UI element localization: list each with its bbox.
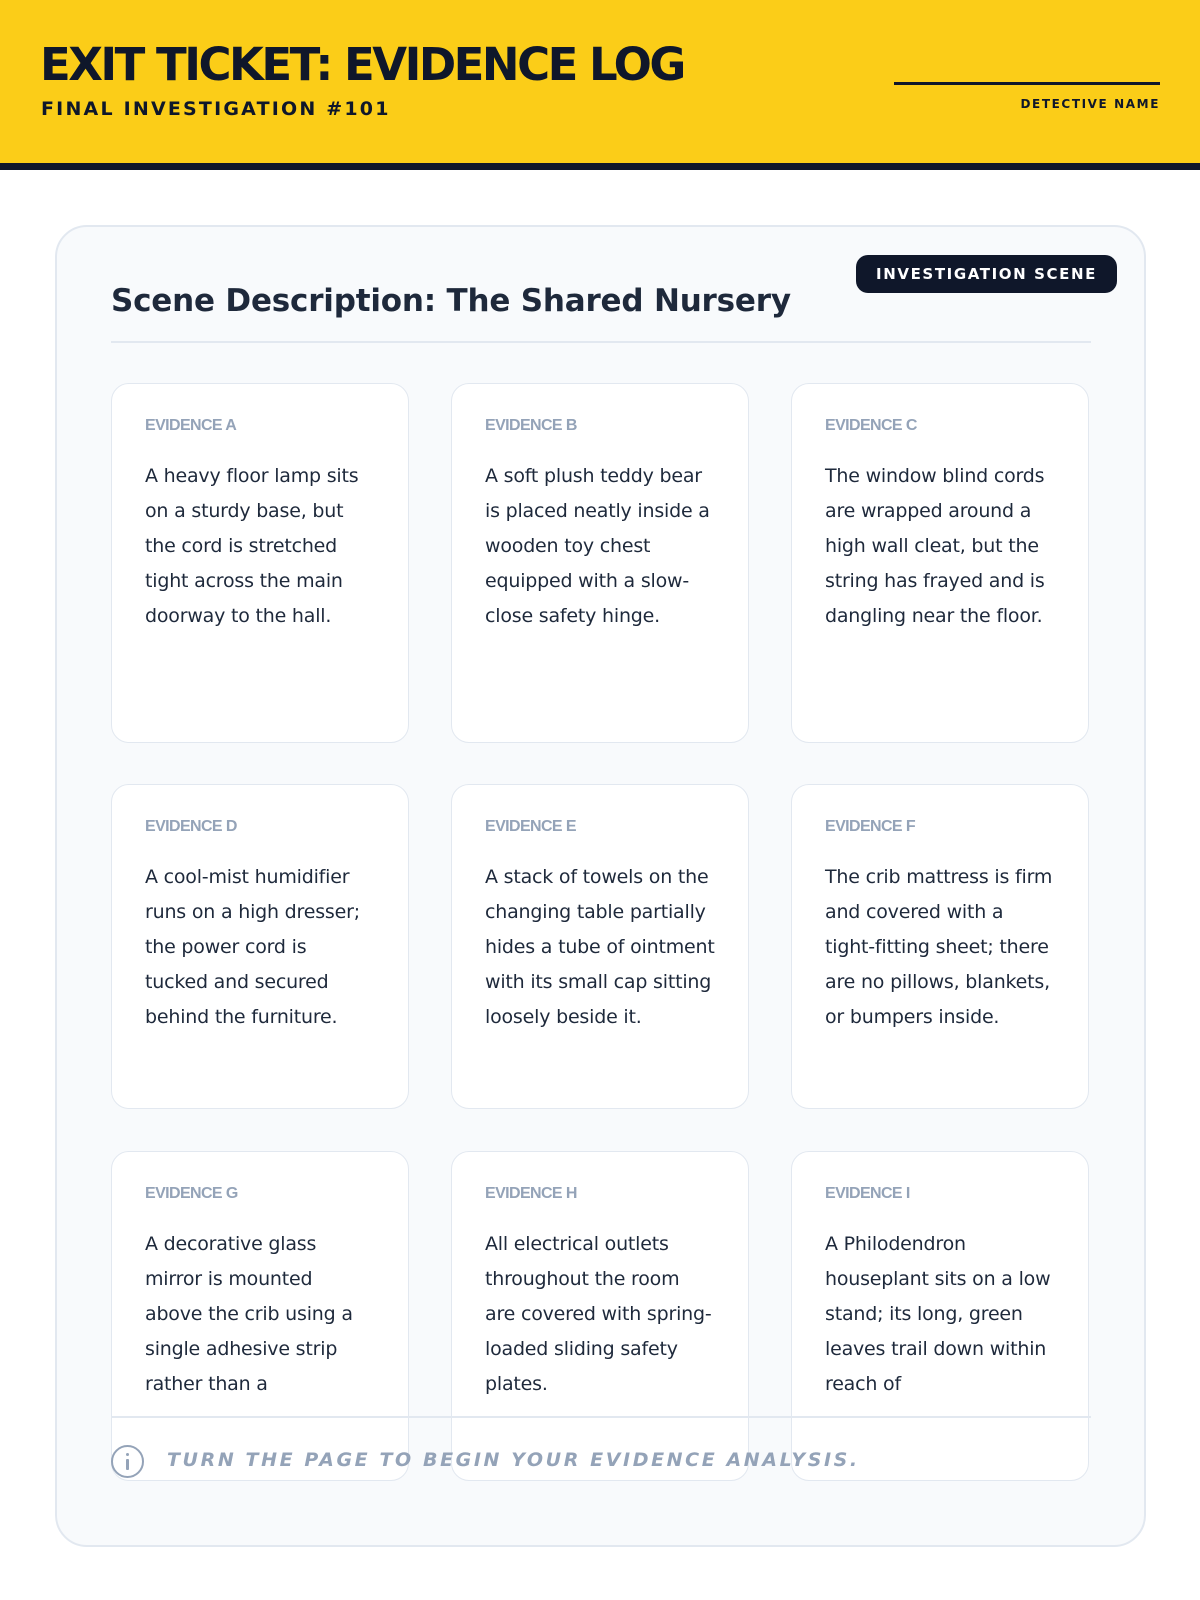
footer-note: TURN THE PAGE TO BEGIN YOUR EVIDENCE ANALYSIS. [167,1449,860,1471]
evidence-card [451,383,749,743]
info-icon [111,1445,144,1478]
evidence-card [791,1151,1089,1481]
evidence-label: EVIDENCE C [825,417,917,434]
evidence-text: A decorative glass mirror is mounted above the crib using a single adhesive strip rather than a [145,1233,353,1395]
evidence-card [791,383,1089,743]
evidence-label: EVIDENCE F [825,818,916,835]
evidence-text: The crib mattress is firm and covered with a tight-fitting sheet; there are no pillows, blankets, or bumpers inside. [825,866,1053,1028]
divider [111,1416,1091,1418]
evidence-label: EVIDENCE A [145,417,237,434]
scene-panel [55,225,1146,1547]
evidence-text: The window blind cords are wrapped around a high wall cleat, but the string has frayed and is dangling near the floor. [825,465,1045,627]
evidence-card [791,784,1089,1109]
page-subtitle: FINAL INVESTIGATION #101 [41,98,391,120]
evidence-card [111,784,409,1109]
evidence-label: EVIDENCE H [485,1185,577,1202]
page-title: EXIT TICKET: EVIDENCE LOG [40,38,684,91]
evidence-card [451,784,749,1109]
evidence-text: A cool-mist humidifier runs on a high dresser; the power cord is tucked and secured behind the furniture. [145,866,360,1028]
evidence-text: A stack of towels on the changing table partially hides a tube of ointment with its small cap sitting loosely beside it. [485,866,715,1028]
detective-name-line[interactable] [894,82,1160,85]
evidence-grid [111,383,1091,1547]
evidence-text: A soft plush teddy bear is placed neatly inside a wooden toy chest equipped with a slow-close safety hinge. [485,465,710,627]
divider [111,341,1091,343]
detective-name-label: DETECTIVE NAME [1020,97,1160,111]
evidence-card [451,1151,749,1481]
evidence-text: A heavy floor lamp sits on a sturdy base, but the cord is stretched tight across the main doorway to the hall. [145,465,359,627]
evidence-label: EVIDENCE D [145,818,237,835]
scene-badge: INVESTIGATION SCENE [856,255,1117,293]
evidence-label: EVIDENCE I [825,1185,910,1202]
evidence-card [111,383,409,743]
evidence-card [111,1151,409,1481]
scene-title: Scene Description: The Shared Nursery [111,283,791,319]
evidence-label: EVIDENCE B [485,417,577,434]
header-banner [0,0,1200,170]
evidence-label: EVIDENCE E [485,818,576,835]
evidence-text: A Philodendron houseplant sits on a low stand; its long, green leaves trail down within reach of [825,1233,1051,1395]
evidence-text: All electrical outlets throughout the room are covered with spring-loaded sliding safety plates. [485,1233,712,1395]
evidence-label: EVIDENCE G [145,1185,238,1202]
